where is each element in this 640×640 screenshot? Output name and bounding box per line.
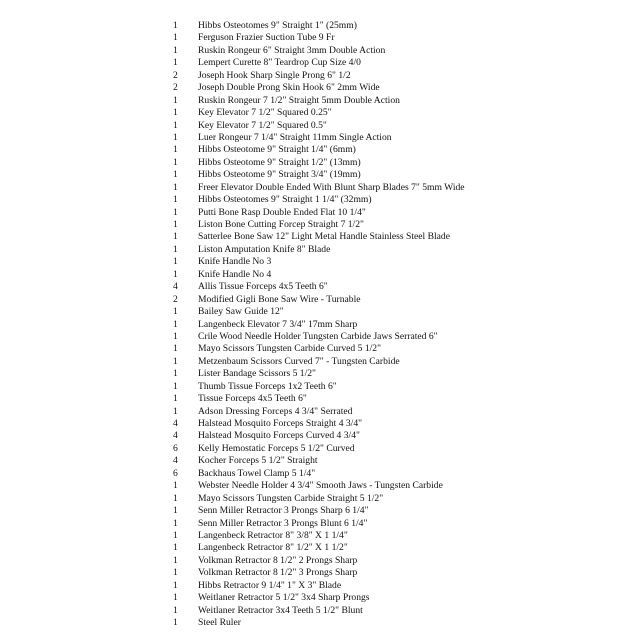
item-quantity: 1 bbox=[173, 330, 178, 342]
item-description: Liston Bone Cutting Forcep Straight 7 1/2" bbox=[198, 219, 364, 230]
list-item bbox=[0, 343, 640, 355]
item-description: Volkman Retractor 8 1/2" 2 Prongs Sharp bbox=[198, 554, 358, 566]
item-description: Volkman Retractor 8 1/2" 3 Prongs Sharp bbox=[198, 567, 358, 579]
item-description: Kocher Forceps 5 1/2" Straight bbox=[198, 455, 318, 467]
item-quantity: 1 bbox=[173, 393, 178, 405]
item-description: Ruskin Rongeur 6" Straight 3mm Double Action bbox=[198, 44, 386, 56]
item-description: Hibbs Osteotome 9" Straight 1/4" (6mm) bbox=[198, 144, 356, 156]
item-description: Halstead Mosquito Forceps Curved 4 3/4" bbox=[198, 430, 360, 442]
item-description: Joseph Double Prong Skin Hook 6" 2mm Wide bbox=[198, 82, 380, 94]
item-quantity: 4 bbox=[173, 418, 178, 429]
item-quantity: 1 bbox=[173, 579, 178, 591]
list-item bbox=[0, 493, 640, 505]
item-quantity: 1 bbox=[173, 94, 178, 106]
item-quantity: 1 bbox=[173, 380, 178, 392]
instrument-list bbox=[0, 20, 640, 629]
item-description: Steel Ruler bbox=[198, 617, 241, 628]
item-quantity: 1 bbox=[173, 44, 178, 56]
item-description: Weitlaner Retractor 5 1/2" 3x4 Sharp Prongs bbox=[198, 592, 370, 604]
list-item bbox=[0, 82, 640, 94]
list-item bbox=[0, 219, 640, 231]
item-description: Thumb Tissue Forceps 1x2 Teeth 6" bbox=[198, 380, 337, 392]
list-item bbox=[0, 617, 640, 629]
item-quantity: 1 bbox=[173, 219, 178, 230]
list-item bbox=[0, 468, 640, 480]
list-item bbox=[0, 381, 640, 393]
item-description: Key Elevator 7 1/2" Squared 0.5" bbox=[198, 119, 327, 131]
item-quantity: 1 bbox=[173, 206, 178, 218]
list-item bbox=[0, 592, 640, 604]
item-description: Senn Miller Retractor 3 Prongs Blunt 6 1/4" bbox=[198, 517, 368, 529]
item-quantity: 4 bbox=[173, 430, 178, 442]
item-quantity: 1 bbox=[173, 517, 178, 529]
list-item bbox=[0, 207, 640, 219]
item-description: Senn Miller Retractor 3 Prongs Sharp 6 1/4" bbox=[198, 505, 369, 517]
item-quantity: 1 bbox=[173, 355, 178, 367]
item-description: Ferguson Frazier Suction Tube 9 Fr bbox=[198, 32, 335, 44]
item-quantity: 6 bbox=[173, 442, 178, 454]
item-description: Langenbeck Elevator 7 3/4" 17mm Sharp bbox=[198, 318, 358, 330]
list-item bbox=[0, 430, 640, 442]
item-description: Adson Dressing Forceps 4 3/4" Serrated bbox=[198, 405, 353, 417]
list-item bbox=[0, 518, 640, 530]
item-quantity: 6 bbox=[173, 467, 178, 479]
item-description: Weitlaner Retractor 3x4 Teeth 5 1/2" Blunt bbox=[198, 604, 363, 616]
item-quantity: 1 bbox=[173, 169, 178, 181]
item-description: Hibbs Osteotome 9" Straight 1/2" (13mm) bbox=[198, 156, 361, 168]
item-quantity: 1 bbox=[173, 32, 178, 44]
item-description: Allis Tissue Forceps 4x5 Teeth 6" bbox=[198, 281, 328, 293]
item-quantity: 2 bbox=[173, 293, 178, 305]
item-description: Hibbs Osteotome 9" Straight 3/4" (19mm) bbox=[198, 169, 361, 181]
list-item bbox=[0, 70, 640, 82]
item-quantity: 1 bbox=[173, 231, 178, 243]
item-quantity: 1 bbox=[173, 318, 178, 330]
item-quantity: 1 bbox=[173, 567, 178, 579]
list-item bbox=[0, 505, 640, 517]
item-quantity: 1 bbox=[173, 156, 178, 168]
item-quantity: 1 bbox=[173, 194, 178, 206]
list-item bbox=[0, 132, 640, 144]
item-quantity: 1 bbox=[173, 181, 178, 193]
item-description: Mayo Scissors Tungsten Carbide Straight 5 1/2" bbox=[198, 492, 384, 504]
list-item bbox=[0, 120, 640, 132]
list-item bbox=[0, 580, 640, 592]
item-quantity: 1 bbox=[173, 144, 178, 156]
item-description: Halstead Mosquito Forceps Straight 4 3/4" bbox=[198, 418, 363, 429]
list-item bbox=[0, 455, 640, 467]
item-quantity: 1 bbox=[173, 119, 178, 131]
list-item bbox=[0, 269, 640, 281]
item-quantity: 1 bbox=[173, 243, 178, 255]
list-item bbox=[0, 20, 640, 32]
item-description: Mayo Scissors Tungsten Carbide Curved 5 1/2" bbox=[198, 343, 382, 355]
item-description: Langenbeck Retractor 8" 3/8" X 1 1/4" bbox=[198, 529, 348, 541]
item-quantity: 1 bbox=[173, 617, 178, 628]
item-description: Joseph Hook Sharp Single Prong 6" 1/2 bbox=[198, 69, 351, 81]
list-item bbox=[0, 294, 640, 306]
list-item bbox=[0, 256, 640, 268]
item-quantity: 4 bbox=[173, 455, 178, 467]
item-description: Hibbs Osteotomes 9" Straight 1" (25mm) bbox=[198, 20, 357, 31]
item-quantity: 1 bbox=[173, 268, 178, 280]
list-item bbox=[0, 57, 640, 69]
item-description: Webster Needle Holder 4 3/4" Smooth Jaws - Tungsten Carbide bbox=[198, 480, 443, 492]
item-quantity: 2 bbox=[173, 69, 178, 81]
list-item bbox=[0, 393, 640, 405]
list-item bbox=[0, 443, 640, 455]
list-item bbox=[0, 169, 640, 181]
list-item bbox=[0, 182, 640, 194]
item-description: Lempert Curette 8" Teardrop Cup Size 4/0 bbox=[198, 57, 361, 69]
item-quantity: 1 bbox=[173, 604, 178, 616]
item-quantity: 1 bbox=[173, 505, 178, 517]
item-quantity: 1 bbox=[173, 256, 178, 268]
item-quantity: 1 bbox=[173, 57, 178, 69]
list-item bbox=[0, 194, 640, 206]
list-item bbox=[0, 319, 640, 331]
item-quantity: 1 bbox=[173, 480, 178, 492]
item-quantity: 1 bbox=[173, 542, 178, 554]
list-item bbox=[0, 555, 640, 567]
list-item bbox=[0, 32, 640, 44]
item-quantity: 2 bbox=[173, 82, 178, 94]
item-quantity: 1 bbox=[173, 592, 178, 604]
item-description: Bailey Saw Guide 12" bbox=[198, 306, 284, 318]
item-quantity: 1 bbox=[173, 529, 178, 541]
item-description: Luer Rongeur 7 1/4" Straight 11mm Single Action bbox=[198, 131, 392, 143]
item-description: Crile Wood Needle Holder Tungsten Carbide Jaws Serrated 6" bbox=[198, 330, 438, 342]
list-item bbox=[0, 107, 640, 119]
item-description: Tissue Forceps 4x5 Teeth 6" bbox=[198, 393, 307, 405]
item-quantity: 1 bbox=[173, 368, 178, 380]
item-description: Key Elevator 7 1/2" Squared 0.25" bbox=[198, 107, 332, 119]
item-description: Putti Bone Rasp Double Ended Flat 10 1/4" bbox=[198, 206, 366, 218]
list-item bbox=[0, 368, 640, 380]
list-item bbox=[0, 567, 640, 579]
list-item bbox=[0, 406, 640, 418]
list-item bbox=[0, 331, 640, 343]
item-description: Modified Gigli Bone Saw Wire - Turnable bbox=[198, 293, 361, 305]
item-description: Knife Handle No 4 bbox=[198, 268, 272, 280]
item-quantity: 1 bbox=[173, 343, 178, 355]
item-quantity: 1 bbox=[173, 405, 178, 417]
item-description: Hibbs Retractor 9 1/4" 1" X 3" Blade bbox=[198, 579, 342, 591]
item-description: Kelly Hemostatic Forceps 5 1/2" Curved bbox=[198, 442, 355, 454]
item-quantity: 1 bbox=[173, 107, 178, 119]
list-item bbox=[0, 95, 640, 107]
item-description: Freer Elevator Double Ended With Blunt Sharp Blades 7" 5mm Wide bbox=[198, 181, 465, 193]
item-description: Liston Amputation Knife 8" Blade bbox=[198, 243, 331, 255]
list-item bbox=[0, 281, 640, 293]
list-item bbox=[0, 530, 640, 542]
list-item bbox=[0, 144, 640, 156]
list-item bbox=[0, 157, 640, 169]
item-quantity: 1 bbox=[173, 306, 178, 318]
item-description: Ruskin Rongeur 7 1/2" Straight 5mm Double Action bbox=[198, 94, 400, 106]
item-description: Satterlee Bone Saw 12" Light Metal Handle Stainless Steel Blade bbox=[198, 231, 450, 243]
list-item bbox=[0, 605, 640, 617]
item-quantity: 1 bbox=[173, 131, 178, 143]
item-description: Knife Handle No 3 bbox=[198, 256, 272, 268]
item-description: Backhaus Towel Clamp 5 1/4" bbox=[198, 467, 316, 479]
list-item bbox=[0, 542, 640, 554]
item-quantity: 1 bbox=[173, 554, 178, 566]
item-description: Hibbs Osteotomes 9" Straight 1 1/4" (32mm) bbox=[198, 194, 372, 206]
item-quantity: 4 bbox=[173, 281, 178, 293]
list-item bbox=[0, 480, 640, 492]
item-description: Metzenbaum Scissors Curved 7" - Tungsten Carbide bbox=[198, 355, 400, 367]
list-item bbox=[0, 244, 640, 256]
item-quantity: 1 bbox=[173, 20, 178, 31]
list-item bbox=[0, 356, 640, 368]
list-item bbox=[0, 306, 640, 318]
list-item bbox=[0, 45, 640, 57]
item-quantity: 1 bbox=[173, 492, 178, 504]
item-description: Lister Bandage Scissors 5 1/2" bbox=[198, 368, 316, 380]
list-item bbox=[0, 231, 640, 243]
list-item bbox=[0, 418, 640, 430]
item-description: Langenbeck Retractor 8" 1/2" X 1 1/2" bbox=[198, 542, 348, 554]
